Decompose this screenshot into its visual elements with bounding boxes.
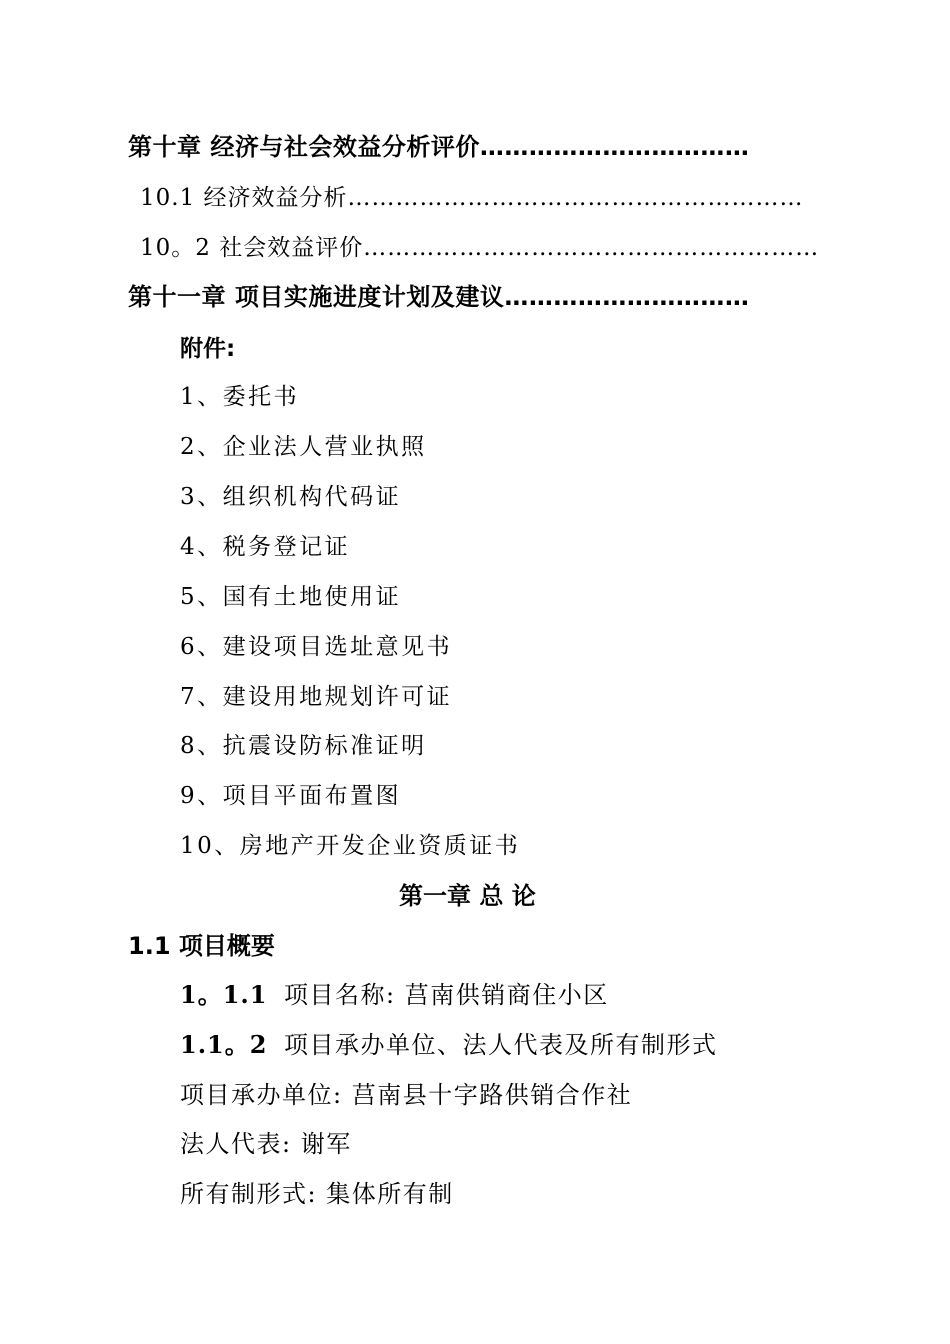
- legal-representative: 法人代表: 谢军: [180, 1130, 352, 1158]
- toc-chapter-10: 第十章 经济与社会效益分析评价……………………………: [128, 133, 750, 161]
- attachment-item: 10、房地产开发企业资质证书: [180, 833, 521, 859]
- attachment-item: 1、委托书: [180, 384, 300, 410]
- item-1-1-2-text: 项目承办单位、法人代表及所有制形式: [284, 1031, 718, 1059]
- toc-chapter-11: 第十一章 项目实施进度计划及建议…………………………: [128, 283, 750, 311]
- item-1-1-2-number: 1.1。2: [180, 1030, 268, 1059]
- section-1-1-heading: 1.1 项目概要: [128, 932, 275, 960]
- ownership-form: 所有制形式: 集体所有制: [180, 1180, 454, 1208]
- project-unit: 项目承办单位: 莒南县十字路供销合作社: [180, 1081, 633, 1109]
- item-1-1-2: [180, 1030, 718, 1059]
- toc-section-10-1: 10.1 经济效益分析…………………………………………………: [140, 185, 804, 211]
- attachment-item: 2、企业法人营业执照: [180, 434, 427, 460]
- attachments-heading: 附件:: [180, 336, 236, 362]
- attachment-item: 9、项目平面布置图: [180, 783, 402, 809]
- toc-section-10-2: 10。2 社会效益评价…………………………………………………: [140, 235, 820, 261]
- item-1-1-1-text: 项目名称: 莒南供销商住小区: [284, 981, 609, 1009]
- item-1-1-1: [180, 980, 609, 1009]
- chapter-1-title: 第一章 总 论: [399, 882, 536, 910]
- attachment-item: 3、组织机构代码证: [180, 484, 402, 510]
- attachment-item: 7、建设用地规划许可证: [180, 684, 453, 710]
- item-1-1-1-number: 1。1.1: [180, 980, 268, 1009]
- attachment-item: 5、国有土地使用证: [180, 584, 402, 610]
- attachment-item: 6、建设项目选址意见书: [180, 634, 453, 660]
- attachment-item: 8、抗震设防标准证明: [180, 733, 427, 759]
- attachment-item: 4、税务登记证: [180, 534, 351, 560]
